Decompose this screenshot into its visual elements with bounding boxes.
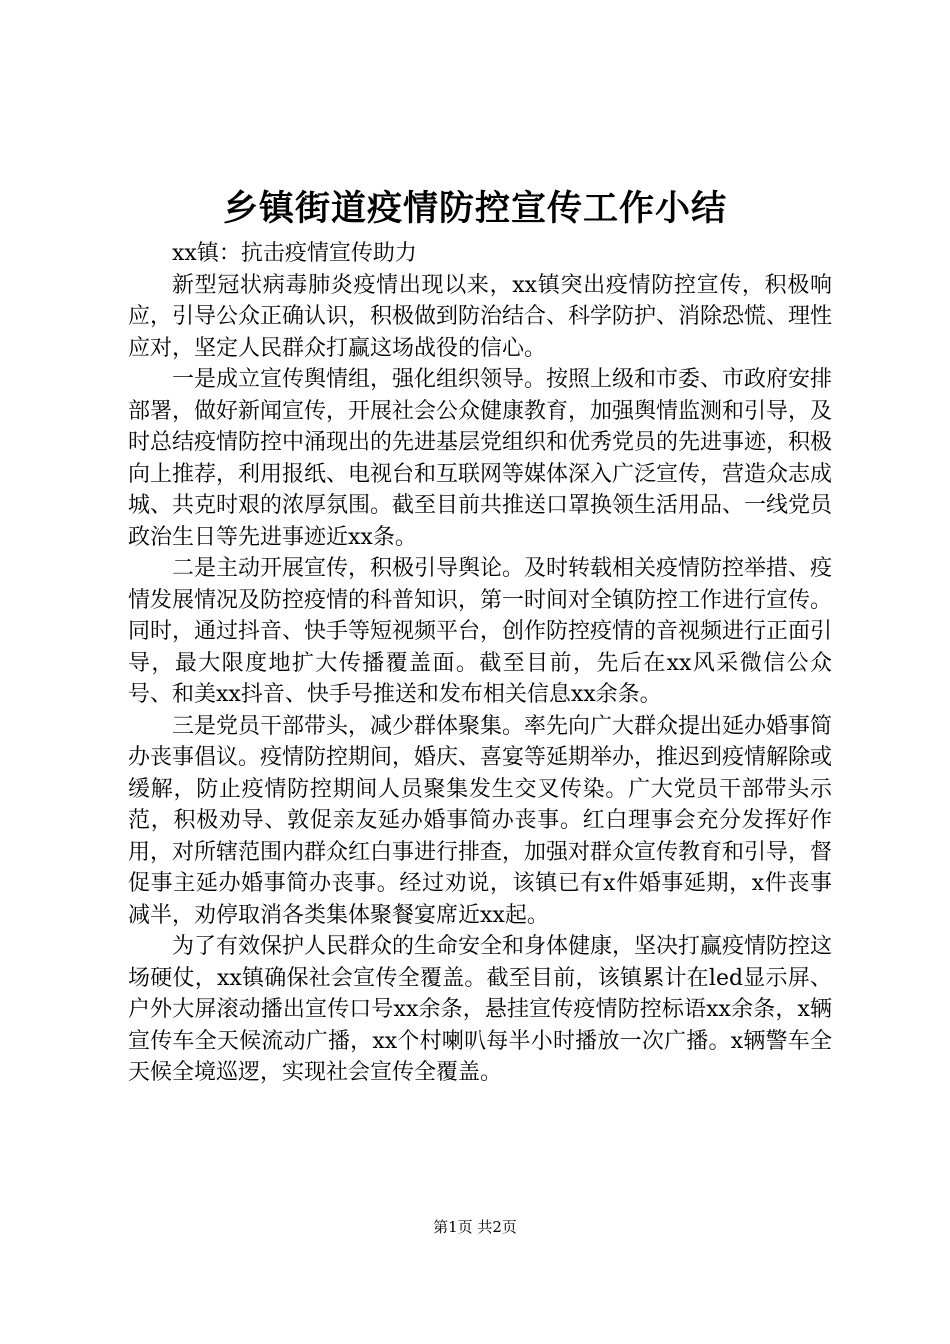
document-body	[128, 238, 832, 1089]
document-title: 乡镇街道疫情防控宣传工作小结	[222, 188, 727, 229]
subtitle-paragraph: xx镇：抗击疫情宣传助力	[172, 241, 417, 266]
section-three-paragraph: 三是党员干部带头，减少群体聚集。率先向广大群众提出延办婚事简办丧事倡议。疫情防控期间，婚庆、喜宴等延期举办，推迟到疫情解除或缓解，防止疫情防控期间人员聚集发生交叉传染。广大党员干部带头示范，积极劝导、敦促亲友延办婚事简办丧事。红白理事会充分发挥好作用，对所辖范围内群众红白事进行排查，加强对群众宣传教育和引导，督促事主延办婚事简办丧事。经过劝说，该镇已有x件婚事延期，x件丧事减半，劝停取消各类集体聚餐宴席近xx起。	[128, 713, 833, 928]
section-one-paragraph: 一是成立宣传舆情组，强化组织领导。按照上级和市委、市政府安排部署，做好新闻宣传，开展社会公众健康教育，加强舆情监测和引导，及时总结疫情防控中涌现出的先进基层党组织和优秀党员的先进事迹，积极向上推荐，利用报纸、电视台和互联网等媒体深入广泛宣传，营造众志成城、共克时艰的浓厚氛围。截至目前共推送口罩换领生活用品、一线党员政治生日等先进事迹近xx条。	[128, 367, 833, 550]
intro-paragraph: 新型冠状病毒肺炎疫情出现以来，xx镇突出疫情防控宣传，积极响应，引导公众正确认识，积极做到防治结合、科学防护、消除恐慌、理性应对，坚定人民群众打赢这场战役的信心。	[128, 272, 833, 361]
section-two-paragraph: 二是主动开展宣传，积极引导舆论。及时转载相关疫情防控举措、疫情发展情况及防控疫情的科普知识，第一时间对全镇防控工作进行宣传。同时，通过抖音、快手等短视频平台，创作防控疫情的音视频进行正面引导，最大限度地扩大传播覆盖面。截至目前，先后在xx风采微信公众号、和美xx抖音、快手号推送和发布相关信息xx余条。	[128, 556, 833, 707]
closing-paragraph: 为了有效保护人民群众的生命安全和身体健康，坚决打赢疫情防控这场硬仗，xx镇确保社会宣传全覆盖。截至目前，该镇累计在led显示屏、户外大屏滚动播出宣传口号xx余条，悬挂宣传疫情防控标语xx余条，x辆宣传车全天候流动广播，xx个村喇叭每半小时播放一次广播。x辆警车全天候全境巡逻，实现社会宣传全覆盖。	[128, 934, 833, 1085]
page-number-footer: 第1页 共2页	[433, 1218, 517, 1236]
